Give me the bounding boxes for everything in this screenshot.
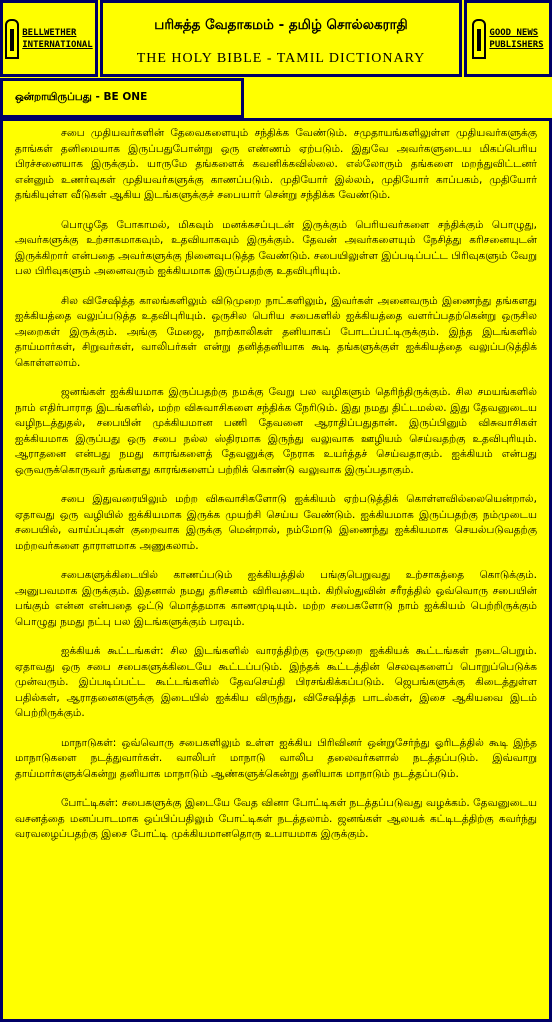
publisher-logo-right bbox=[464, 0, 552, 77]
subtitle-box bbox=[0, 78, 244, 118]
title-tamil: பரிசுத்த வேதாகமம் - தமிழ் சொல்லகராதி bbox=[154, 17, 408, 33]
paragraph: சபை முதியவர்களின் தேவைகளையும் சந்திக்க வேண்டும். சமுதாயங்களிலுள்ள முதியவர்களுக்கு தாங்கள் தனிமையாக இருப்பதுபோன்று ஒரு எண்ணம் ஏற்படும். இதுவே அவர்களுடைய மிகப்பெரிய பிரச்சனையாக இருக்கும். யாருமே தங்களைக் கவனிக்கவில்லை. எல்லோரும் தங்களை மறந்துவிட்டனர் என்னும் உணர்வுகள் முதியவர்களுக்கு காணப்படும். முதியோர் இல்லம், முதியோர் காப்பகம், முதியோர் தங்கியுள்ள வீடுகள் ஆகிய இடங்களுக்குச் சபையார் சென்று சந்திக்க வேண்டும். bbox=[15, 127, 537, 201]
paragraph: சில விசேஷித்த காலங்களிலும் விடுமுறை நாட்களிலும், இவர்கள் அனைவரும் இணைந்து தங்களது ஐக்கியத்தை வலுப்படுத்த உதவிபுரியும். ஒருசில பெரிய சபைகளில் ஐக்கியத்தை வளர்ப்பதற்கென்று ஒருசில அறைகள் இருக்கும். அங்கு மேஜை, நாற்காலிகள் தனியாகப் போடப்பட்டிருக்கும். இந்த இடங்களில் தாய்மார்கள், சிறுவர்கள், வாலிபர்கள் என்று தனித்தனியாக கூடி தங்களுக்குள் ஐக்கியத்தை வலுப்படுத்திக் கொள்ளலாம். bbox=[15, 294, 537, 369]
paragraph: ஜனங்கள் ஐக்கியமாக இருப்பதற்கு நமக்கு வேறு பல வழிகளும் தெரிந்திருக்கும். சில சமயங்களில் நாம் எதிர்பாராத இடங்களில், மற்ற விசுவாசிகளை சந்திக்க நேரிடும். இது நமது திட்டமல்ல. இது தேவனுடைய வழிநடத்துதல், சபையின் முக்கியமான பணி தேவனை ஆராதிப்பதுதான். இருப்பினும் விசுவாசிகள் ஐக்கியமாக இருப்பது ஒரு சபை நல்ல ஸ்திரமாக இருந்து வலுவாக ஊழியம் செய்வதற்கு உதவிபுரியும். ஆராதனை என்பது நமது காரங்களைத் தேவனுக்கு நேராக உயர்த்தச் செய்வதாகும். ஐக்கியம் என்பது ஒருவருக்கொருவர் தங்களது காரங்களைப் பற்றிக் கொண்டு வலுவாக இருப்பதாகும். bbox=[15, 386, 537, 476]
header-title-box bbox=[100, 0, 462, 77]
paragraph: மாநாடுகள்: ஒவ்வொரு சபைகளிலும் உள்ள ஐக்கிய பிரிவினர் ஒன்றுசேர்ந்து ஓரிடத்தில் கூடி இந்த மாநாடுகளை நடத்துவார்கள். வாலிபர் மாநாடு வாலிப தலைவர்களால் நடத்தப்படும். இவ்வாறு தாய்மார்களுக்கென்று தனியாக மாநாடும் ஆண்களுக்கென்று தனியாக மாநாடும் நடத்தப்படும். bbox=[15, 736, 537, 780]
publisher-logo-left bbox=[0, 0, 98, 77]
paragraph: ஐக்கியக் கூட்டங்கள்: சில இடங்களில் வாரத்திற்கு ஒருமுறை ஐக்கியக் கூட்டங்கள் நடைபெறும். ஏதாவது ஒரு சபை சபைகளுக்கிடையே கூட்டப்படும். இந்தக் கூட்டத்தின் செலவுகளைப் பொறுப்பெடுக்க முன்வரும். இப்படிப்பட்ட கூட்டங்களில் தேவசெய்தி பிரசங்கிக்கப்படும். ஜெபங்களுக்கு கிடைத்துள்ள பதில்கள், ஆராதனைகளுக்கு இடையில் ஐக்கிய விருந்து, விசேஷித்த பாடல்கள், இசை ஆகியவை இடம் பெற்றிருக்கும். bbox=[15, 645, 537, 719]
paragraph: போட்டிகள்: சபைகளுக்கு இடையே வேத வினா போட்டிகள் நடத்தப்படுவது வழக்கம். தேவனுடைய வசனத்தை மனப்பாடமாக ஒப்பிப்பதிலும் போட்டிகள் நடத்தலாம். ஜனங்கள் ஆலயக் கட்டிடத்திற்கு கவர்ந்து வரவழைப்பதற்கு இசை போட்டி முக்கியமானதொரு உபாயமாக இருக்கும். bbox=[15, 797, 537, 840]
logo-right-line2: PUBLISHERS bbox=[489, 39, 544, 50]
bellwether-logo-icon bbox=[5, 19, 19, 59]
logo-left-line2: INTERNATIONAL bbox=[22, 39, 93, 50]
title-english: THE HOLY BIBLE - TAMIL DICTIONARY bbox=[136, 51, 426, 66]
paragraph: பொழுதே போகாமல், மிகவும் மனக்கசப்புடன் இருக்கும் பெரியவர்களை சந்திக்கும் பொழுது, அவர்களுக்கு உற்சாகமாகவும், உதவியாகவும் இருக்கும். தேவன் அவர்களையும் நேசித்து கரிசனையுடன் இருக்கிறார் என்பதை அவர்களுக்கு நினைவுபடுத்த வேண்டும். சபையிலுள்ள இப்படிப்பட்ட பிரிவுகளும் வேறு பல பிரிவுகளும் அனைவரும் ஐக்கியமாக இருப்பதற்கு உதவிபுரியும். bbox=[15, 218, 537, 277]
content-box bbox=[0, 118, 552, 1022]
section-subtitle: ஒன்றாயிருப்பது - BE ONE bbox=[15, 91, 148, 103]
logo-left-line1: BELLWETHER bbox=[22, 27, 77, 38]
paragraph: சபைகளுக்கிடையில் காணப்படும் ஐக்கியத்தில் பங்குபெறுவது உற்சாகத்தை கொடுக்கும். அனுபவமாக இருக்கும். இதனால் நமது தரிசனம் விரிவடையும். கிறிஸ்துவின் சரீரத்தில் ஒவ்வொரு சபையின் பங்கும் என்ன என்பதை ஒட்டு மொத்தமாக காணமுடியும். மற்ற சபைகளோடு நாம் ஐக்கியம் பெற்றிருக்கும் பொழுது நமது நட்பு பல இடங்களுக்கும் பரவும். bbox=[15, 569, 537, 628]
good-news-logo-icon bbox=[472, 19, 486, 59]
logo-right-line1: GOOD NEWS bbox=[489, 27, 539, 38]
paragraph: சபை இதுவரையிலும் மற்ற விசுவாசிகளோடு ஐக்கியம் ஏற்படுத்திக் கொள்ளவில்லையென்றால், ஏதாவது ஒரு வழியில் ஐக்கியமாக இருக்க முயற்சி செய்ய வேண்டும். ஐக்கியமாக இருப்பதற்கு நம்முடைய சபையில், வாய்ப்புகள் குறைவாக இருக்கு மென்றால், நம்மோடு இணைந்து ஐக்கியமாக செயல்படுவதற்கு மற்றவர்களை தாராளமாக அணுகலாம். bbox=[15, 493, 537, 552]
article-body bbox=[15, 126, 537, 857]
